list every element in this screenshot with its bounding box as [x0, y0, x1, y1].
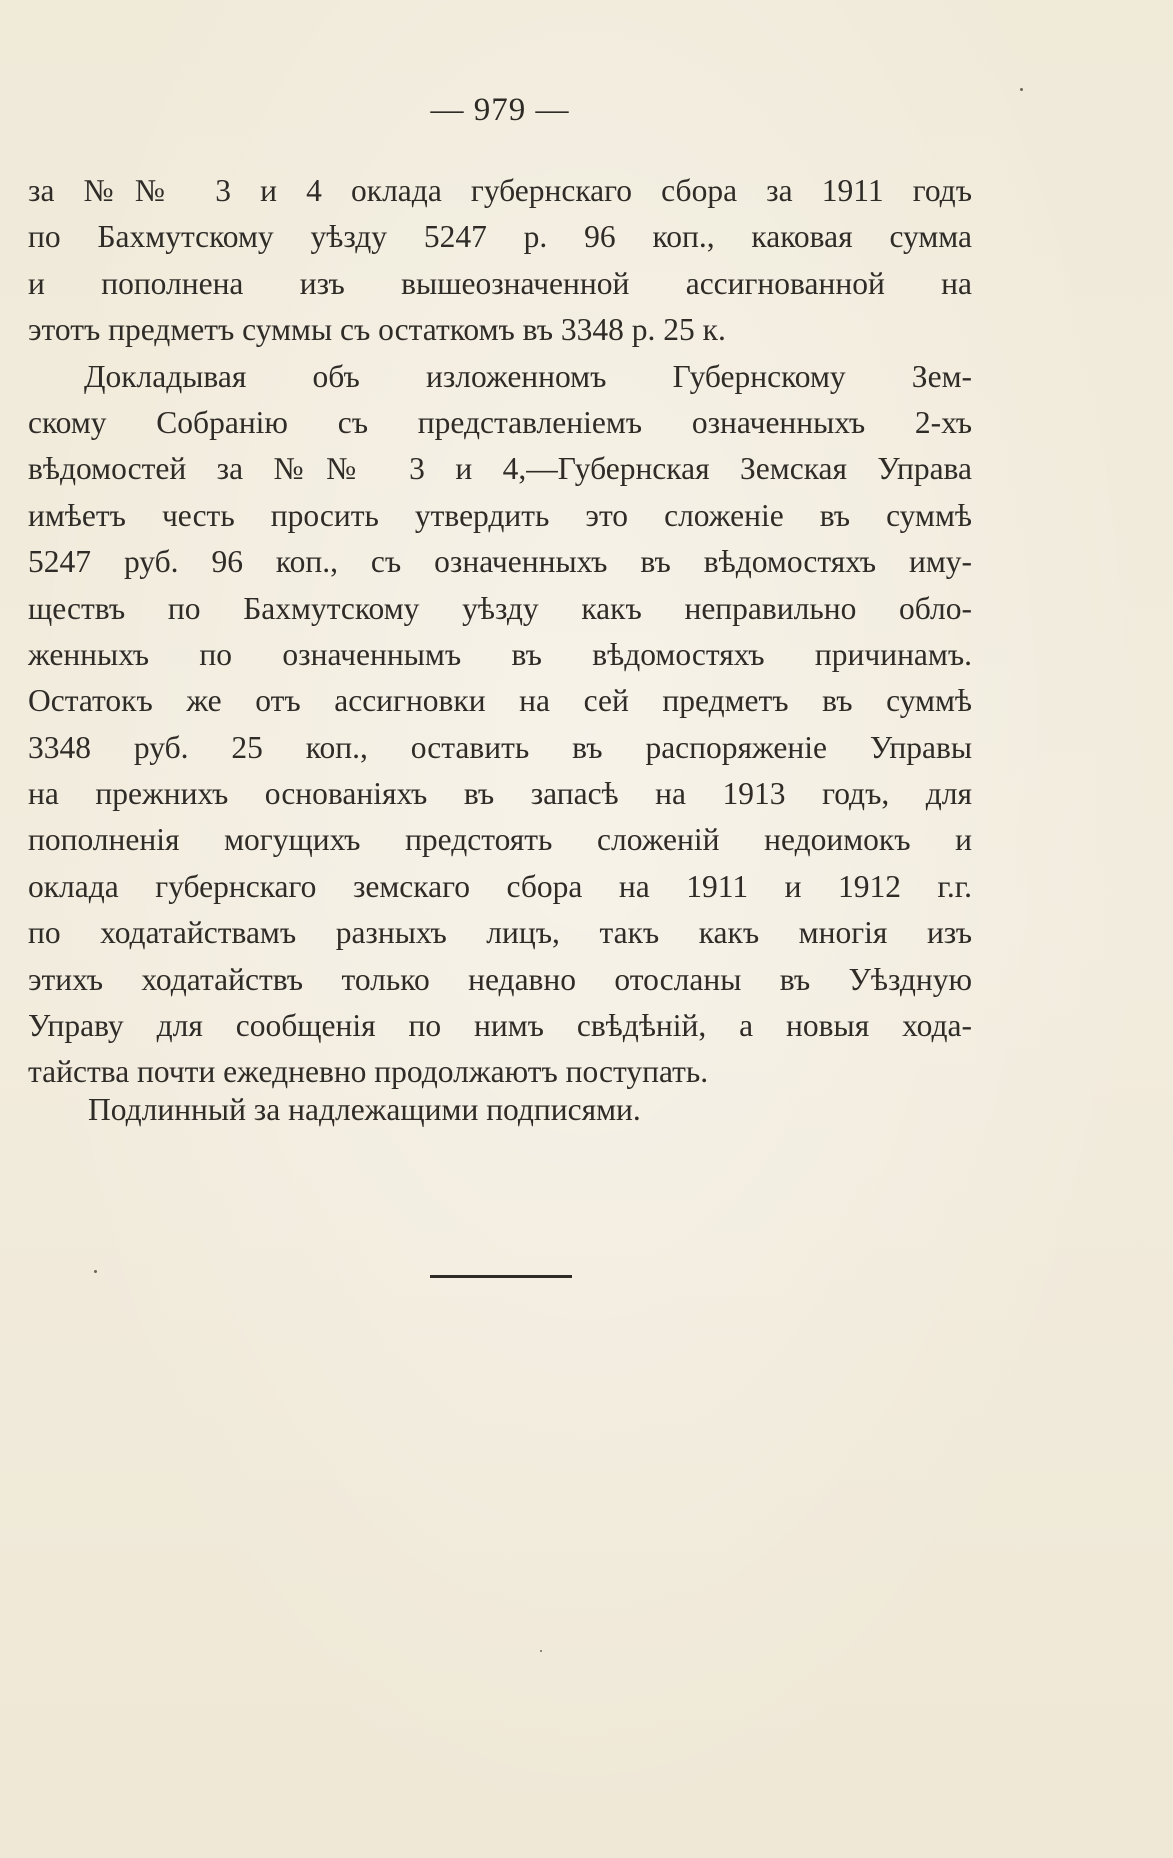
- text-line: пополненія могущихъ предстоять сложеній недоимокъ и: [28, 822, 972, 858]
- page-number: — 979 —: [430, 92, 570, 128]
- text-line: по ходатайствамъ разныхъ лицъ, такъ какъ многія изъ: [28, 915, 972, 951]
- paper-speck: [94, 1270, 97, 1273]
- text-line: женныхъ по означеннымъ въ вѣдомостяхъ причинамъ.: [28, 636, 972, 672]
- text-line: этотъ предметъ суммы съ остаткомъ въ 3348 р. 25 к.: [28, 312, 726, 348]
- text-line: ществъ по Бахмутскому уѣзду какъ неправильно обло-: [28, 590, 972, 626]
- text-line: и пополнена изъ вышеозначенной ассигнованной на: [28, 265, 972, 301]
- text-line: этихъ ходатайствъ только недавно отосланы въ Уѣздную: [28, 961, 972, 997]
- closing-rule: [430, 1275, 572, 1278]
- text-line: оклада губернскаго земскаго сбора на 1911 и 1912 г.г.: [28, 868, 972, 904]
- text-line: Управу для сообщенія по нимъ свѣдѣній, а новыя хода-: [28, 1008, 972, 1044]
- text-line: вѣдомостей за №№ 3 и 4,—Губернская Земская Управа: [28, 451, 972, 487]
- text-line: по Бахмутскому уѣзду 5247 р. 96 коп., каковая сумма: [28, 219, 972, 255]
- text-line: Остатокъ же отъ ассигновки на сей предметъ въ суммѣ: [28, 683, 972, 719]
- text-line: скому Собранію съ представленіемъ означенныхъ 2-хъ: [28, 404, 972, 440]
- text-line: имѣетъ честь просить утвердить это сложеніе въ суммѣ: [28, 497, 972, 533]
- paper-speck: [540, 1650, 542, 1652]
- text-line: 5247 руб. 96 коп., съ означенныхъ въ вѣдомостяхъ иму-: [28, 544, 972, 580]
- text-line: за №№ 3 и 4 оклада губернскаго сбора за 1911 годъ: [28, 173, 972, 208]
- text-line: тайства почти ежедневно продолжаютъ поступать.: [28, 1054, 709, 1090]
- signature-note: Подлинный за надлежащими подписями.: [88, 1092, 641, 1127]
- text-line: 3348 руб. 25 коп., оставить въ распоряженіе Управы: [28, 729, 972, 765]
- body-text: [28, 168, 972, 1096]
- paper-speck: [1020, 88, 1023, 91]
- text-line: Докладывая объ изложенномъ Губернскому Зем-: [84, 358, 972, 394]
- text-line: на прежнихъ основаніяхъ въ запасѣ на 1913 годъ, для: [28, 776, 972, 812]
